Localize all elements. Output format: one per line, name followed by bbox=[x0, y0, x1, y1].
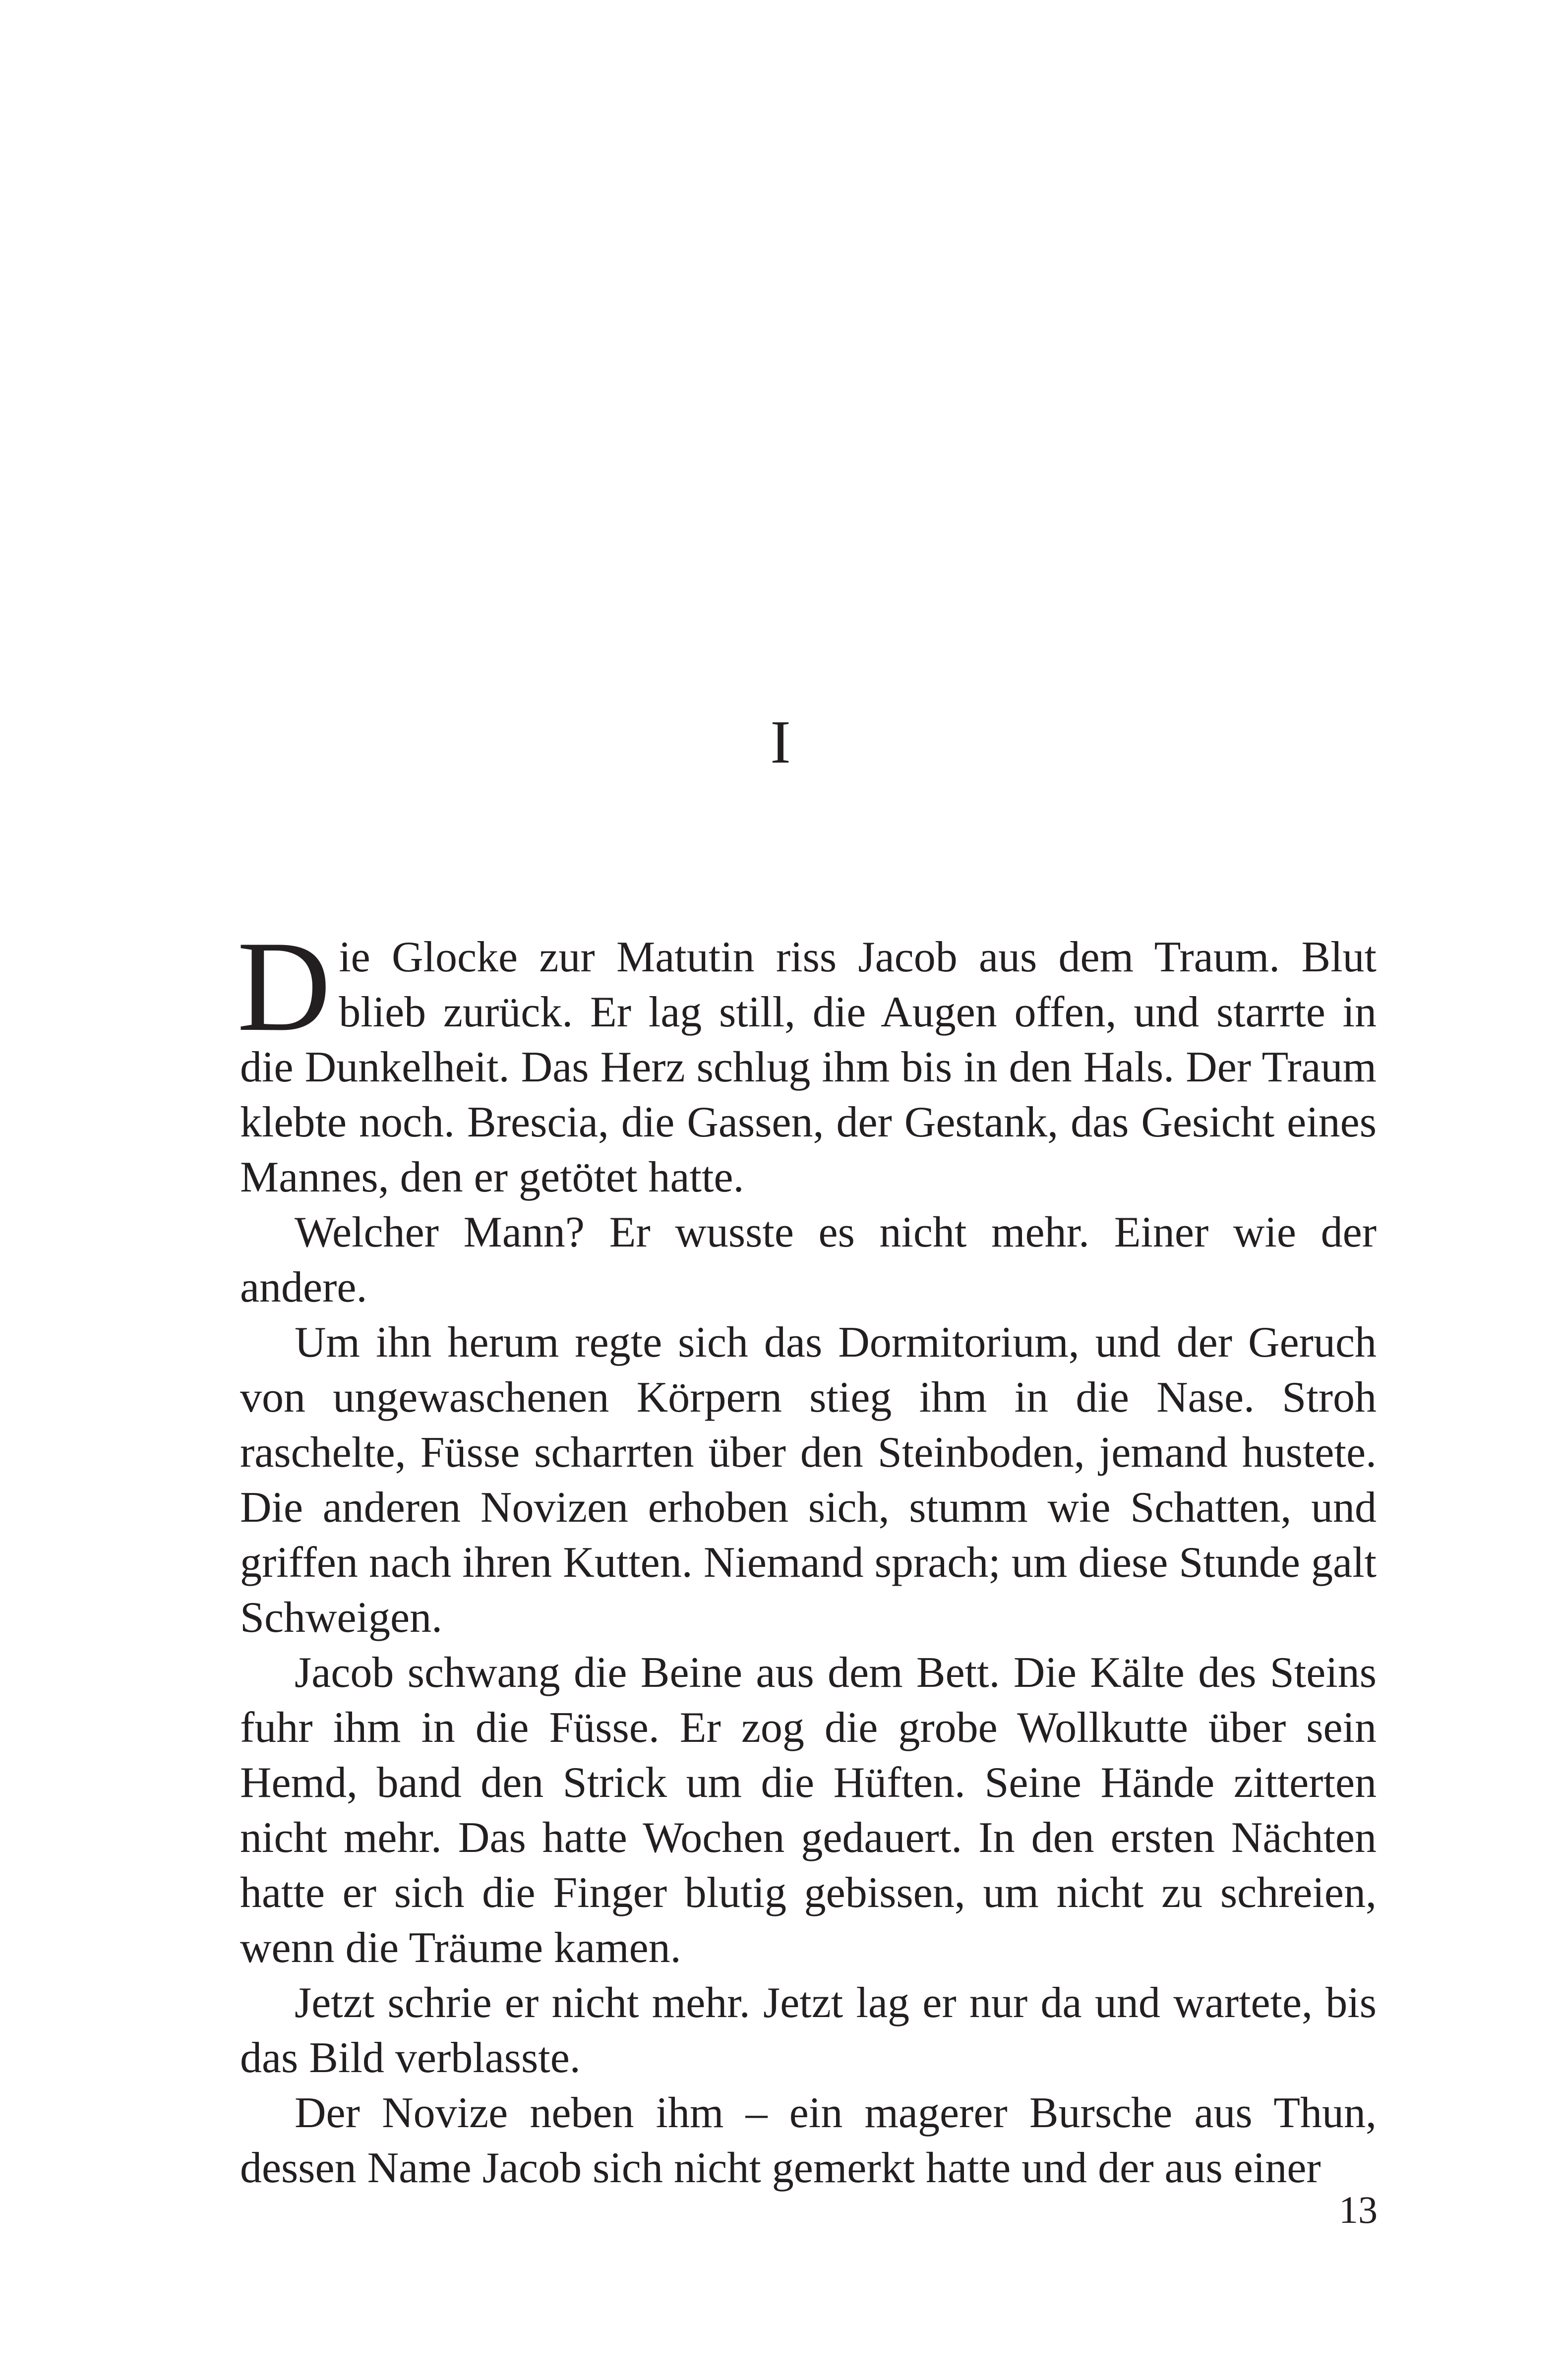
paragraph-1-text: ie Glocke zur Matutin riss Jacob aus dem Traum. Blut blieb zurück. Er lag still, die Augen offen, und starrte in die Dunkelheit. Das Herz schlug ihm bis in den Hals. Der Traum klebte noch. Brescia, die Gassen, der Gestank, das Gesicht eines Mannes, den er getötet hatte. bbox=[240, 933, 1377, 1201]
paragraph-6: Der Novize neben ihm – ein magerer Bursche aus Thun, dessen Name Jacob sich nicht gemerkt hatte und der aus einer bbox=[240, 2089, 1377, 2192]
paragraph-5: Jetzt schrie er nicht mehr. Jetzt lag er nur da und wartete, bis das Bild verblasste. bbox=[240, 1979, 1377, 2082]
page-number: 13 bbox=[1339, 2188, 1378, 2231]
paragraph-3: Um ihn herum regte sich das Dormitorium, und der Geruch von ungewaschenen Körpern stieg ihm in die Nase. Stroh raschelte, Füsse scharrten über den Steinboden, jemand hustete. Die anderen Novizen erhoben sich, stumm wie Schatten, und griffen nach ihren Kutten. Niemand sprach; um diese Stunde galt Schweigen. bbox=[240, 1318, 1377, 1642]
paragraph-1 bbox=[237, 914, 1377, 1205]
paragraph-4: Jacob schwang die Beine aus dem Bett. Die Kälte des Steins fuhr ihm in die Füsse. Er zog die grobe Wollkutte über sein Hemd, band den Strick um die Hüften. Seine Hände zitterten nicht mehr. Das hatte Wochen gedauert. In den ersten Nächten hatte er sich die Finger blutig gebissen, um nicht zu schreien, wenn die Träume kamen. bbox=[240, 1649, 1377, 1972]
drop-cap: D bbox=[237, 914, 331, 1058]
chapter-number: I bbox=[770, 708, 792, 776]
paragraph-2: Welcher Mann? Er wusste es nicht mehr. Einer wie der andere. bbox=[240, 1208, 1377, 1311]
body-text bbox=[237, 914, 1377, 2196]
